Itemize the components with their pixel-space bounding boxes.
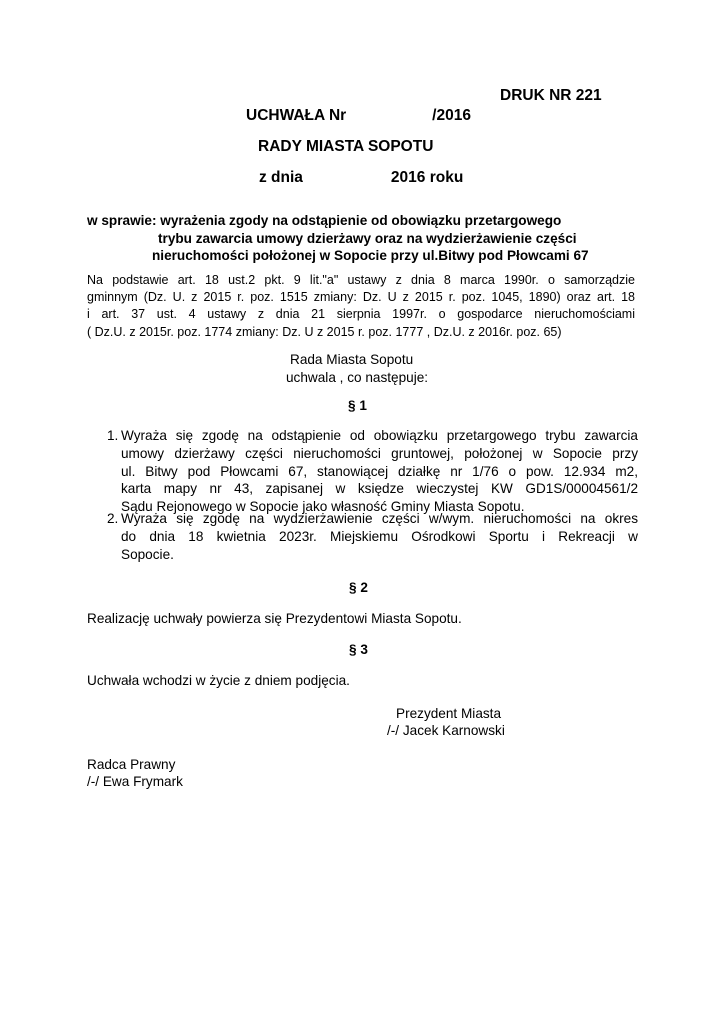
section-1-item-2 (107, 510, 638, 563)
item-number: 1. (107, 428, 119, 443)
date-suffix: 2016 roku (390, 169, 464, 186)
resolution-number-suffix: /2016 (432, 107, 471, 124)
document-number: DRUK NR 221 (500, 87, 602, 104)
item-line: ul. Bitwy pod Płowcami 67, stanowiącej działkę nr 1/76 o pow. 12.934 m2, (121, 463, 638, 479)
item-line: umowy dzierżawy części nieruchomości gruntowej, położonej w Sopocie przy (121, 445, 638, 461)
item-line: Sopocie. (121, 546, 174, 562)
legal-basis-line: Na podstawie art. 18 ust.2 pkt. 9 lit."a" ustawy z dnia 8 marca 1990r. o samorządzie (87, 273, 635, 287)
legal-counsel-title: Radca Prawny (87, 757, 176, 772)
subject-line-3: nieruchomości położonej w Sopocie przy ul.Bitwy pod Płowcami 67 (152, 248, 589, 263)
section-1-heading: § 1 (348, 398, 367, 413)
president-name: /-/ Jacek Karnowski (387, 723, 505, 738)
resolution-number-prefix: UCHWAŁA Nr (246, 107, 347, 124)
resolution-title (246, 107, 471, 125)
resolution-date (259, 169, 463, 187)
president-title: Prezydent Miasta (396, 706, 502, 721)
legal-basis-line: gminnym (Dz. U. z 2015 r. poz. 1515 zmiany: Dz. U z 2015 r. poz. 1045, 1890) oraz art. 18 (87, 290, 635, 305)
item-body (121, 510, 638, 563)
section-2-text: Realizację uchwały powierza się Prezydentowi Miasta Sopotu. (87, 611, 462, 626)
legal-basis-line: i art. 37 ust. 4 ustawy z dnia 21 sierpnia 1997r. o gospodarce nieruchomościami (87, 307, 635, 322)
legal-basis-line: ( Dz.U. z 2015r. poz. 1774 zmiany: Dz. U z 2015 r. poz. 1777 , Dz.U. z 2016r. poz. 65) (87, 324, 562, 339)
date-prefix: z dnia (259, 169, 303, 186)
legal-basis (87, 272, 635, 341)
item-line: Wyraża się zgodę na odstąpienie od obowiązku przetargowego trybu zawarcia (121, 428, 638, 443)
section-3-text: Uchwała wchodzi w życie z dniem podjęcia. (87, 673, 350, 688)
legal-counsel-name: /-/ Ewa Frymark (87, 774, 183, 789)
item-line: do dnia 18 kwietnia 2023r. Miejskiemu Ośrodkowi Sportu i Rekreacji w (121, 528, 638, 544)
section-3-heading: § 3 (349, 642, 368, 657)
item-line: Wyraża się zgodę na wydzierżawienie części w/wym. nieruchomości na okres (121, 511, 638, 526)
item-body (121, 427, 638, 516)
item-number: 2. (107, 511, 119, 526)
section-1-item-1 (107, 427, 638, 516)
subject-line-1: w sprawie: wyrażenia zgody na odstąpienie od obowiązku przetargowego (87, 213, 562, 228)
section-2-heading: § 2 (349, 580, 368, 595)
subject-line-2: trybu zawarcia umowy dzierżawy oraz na wydzierżawienie części (158, 230, 577, 246)
council-name: RADY MIASTA SOPOTU (258, 138, 434, 155)
item-line: karta mapy nr 43, zapisanej w księdze wieczystej KW GD1S/00004561/2 (121, 481, 638, 497)
preamble-resolves: uchwala , co następuje: (286, 370, 429, 385)
item-line: Sądu Rejonowego w Sopocie jako własność Gminy Miasta Sopotu. (121, 499, 525, 515)
preamble-council: Rada Miasta Sopotu (290, 352, 414, 367)
